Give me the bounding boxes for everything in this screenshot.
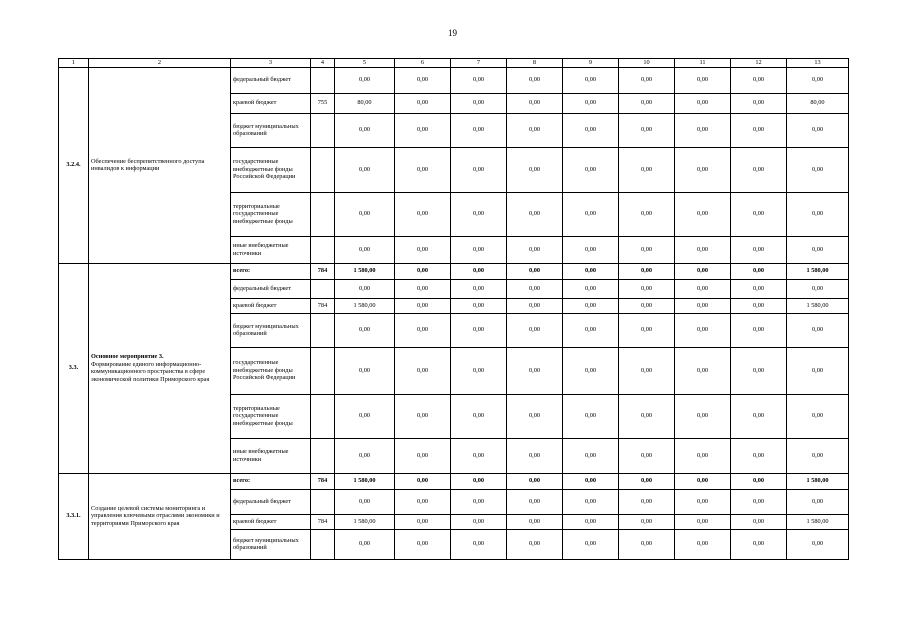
amount-cell: 0,00 <box>563 192 619 236</box>
amount-cell: 0,00 <box>731 147 787 192</box>
header-cell: 12 <box>731 59 787 68</box>
amount-cell: 0,00 <box>787 347 849 394</box>
amount-cell: 0,00 <box>731 279 787 298</box>
amount-cell: 0,00 <box>619 67 675 93</box>
funding-source-cell: федеральный бюджет <box>231 279 311 298</box>
amount-cell: 0,00 <box>787 529 849 559</box>
amount-cell: 0,00 <box>675 313 731 347</box>
funding-source-cell: федеральный бюджет <box>231 67 311 93</box>
amount-cell: 0,00 <box>451 113 507 147</box>
amount-cell: 0,00 <box>507 192 563 236</box>
table-header-row <box>59 59 849 68</box>
funding-source-cell: бюджет муниципальных образований <box>231 529 311 559</box>
amount-cell: 0,00 <box>451 347 507 394</box>
amount-cell: 0,00 <box>787 147 849 192</box>
amount-cell: 0,00 <box>675 93 731 113</box>
amount-cell: 0,00 <box>507 298 563 313</box>
amount-cell: 1 580,00 <box>335 473 395 489</box>
amount-cell: 0,00 <box>563 394 619 438</box>
amount-cell: 0,00 <box>563 438 619 473</box>
amount-cell: 0,00 <box>451 263 507 279</box>
funding-source-cell: иные внебюджетные источники <box>231 236 311 263</box>
amount-cell: 0,00 <box>563 279 619 298</box>
amount-cell: 0,00 <box>395 514 451 529</box>
amount-cell: 0,00 <box>787 236 849 263</box>
row-code-cell: 3.3. <box>59 263 89 473</box>
amount-cell: 0,00 <box>619 298 675 313</box>
amount-cell: 0,00 <box>563 489 619 514</box>
header-cell: 6 <box>395 59 451 68</box>
amount-cell: 0,00 <box>731 236 787 263</box>
amount-cell: 0,00 <box>451 529 507 559</box>
amount-cell: 0,00 <box>451 67 507 93</box>
amount-cell: 0,00 <box>507 67 563 93</box>
row-name-text: Обеспечение беспрепятственного доступа инвалидов к информации <box>91 157 205 173</box>
amount-cell: 0,00 <box>731 93 787 113</box>
funding-source-cell: государственные внебюджетные фонды Российской Федерации <box>231 347 311 394</box>
amount-cell: 0,00 <box>335 489 395 514</box>
amount-cell: 0,00 <box>675 394 731 438</box>
amount-cell: 0,00 <box>787 192 849 236</box>
gr-code-cell <box>311 236 335 263</box>
row-name-cell <box>89 263 231 473</box>
amount-cell: 0,00 <box>731 489 787 514</box>
amount-cell: 0,00 <box>507 263 563 279</box>
funding-source-cell: краевой бюджет <box>231 298 311 313</box>
amount-cell: 0,00 <box>675 529 731 559</box>
gr-code-cell <box>311 489 335 514</box>
amount-cell: 0,00 <box>335 236 395 263</box>
funding-source-cell: иные внебюджетные источники <box>231 438 311 473</box>
amount-cell: 0,00 <box>335 313 395 347</box>
amount-cell: 0,00 <box>619 147 675 192</box>
header-cell: 8 <box>507 59 563 68</box>
amount-cell: 0,00 <box>451 394 507 438</box>
amount-cell: 0,00 <box>787 113 849 147</box>
amount-cell: 0,00 <box>335 113 395 147</box>
amount-cell: 0,00 <box>731 113 787 147</box>
amount-cell: 0,00 <box>335 529 395 559</box>
budget-table <box>58 58 849 560</box>
header-cell: 5 <box>335 59 395 68</box>
funding-source-cell: территориальные государственные внебюджетные фонды <box>231 192 311 236</box>
amount-cell: 0,00 <box>395 394 451 438</box>
amount-cell: 0,00 <box>619 113 675 147</box>
amount-cell: 0,00 <box>731 313 787 347</box>
amount-cell: 0,00 <box>675 263 731 279</box>
row-name-title: Основное мероприятие 3. <box>91 352 164 360</box>
amount-cell: 0,00 <box>451 147 507 192</box>
amount-cell: 1 580,00 <box>787 473 849 489</box>
funding-source-cell: государственные внебюджетные фонды Российской Федерации <box>231 147 311 192</box>
amount-cell: 0,00 <box>731 394 787 438</box>
amount-cell: 0,00 <box>675 236 731 263</box>
amount-cell: 0,00 <box>731 67 787 93</box>
gr-code-cell <box>311 192 335 236</box>
gr-code-cell <box>311 147 335 192</box>
header-cell: 13 <box>787 59 849 68</box>
amount-cell: 0,00 <box>335 147 395 192</box>
row-code-cell: 3.3.1. <box>59 473 89 559</box>
amount-cell: 0,00 <box>731 263 787 279</box>
amount-cell: 0,00 <box>619 438 675 473</box>
gr-code-cell <box>311 67 335 93</box>
amount-cell: 0,00 <box>451 473 507 489</box>
header-cell: 7 <box>451 59 507 68</box>
amount-cell: 0,00 <box>675 67 731 93</box>
amount-cell: 0,00 <box>395 313 451 347</box>
amount-cell: 1 580,00 <box>335 263 395 279</box>
amount-cell: 0,00 <box>395 279 451 298</box>
amount-cell: 0,00 <box>451 236 507 263</box>
amount-cell: 0,00 <box>619 347 675 394</box>
header-cell: 10 <box>619 59 675 68</box>
amount-cell: 0,00 <box>563 514 619 529</box>
amount-cell: 0,00 <box>619 192 675 236</box>
amount-cell: 0,00 <box>731 514 787 529</box>
amount-cell: 0,00 <box>563 298 619 313</box>
amount-cell: 0,00 <box>619 313 675 347</box>
amount-cell: 0,00 <box>563 313 619 347</box>
amount-cell: 0,00 <box>731 192 787 236</box>
amount-cell: 0,00 <box>731 438 787 473</box>
amount-cell: 0,00 <box>563 236 619 263</box>
amount-cell: 0,00 <box>675 438 731 473</box>
gr-code-cell <box>311 113 335 147</box>
amount-cell: 0,00 <box>507 147 563 192</box>
funding-source-cell: территориальные государственные внебюджетные фонды <box>231 394 311 438</box>
amount-cell: 0,00 <box>563 473 619 489</box>
amount-cell: 0,00 <box>451 192 507 236</box>
amount-cell: 0,00 <box>563 113 619 147</box>
gr-code-cell <box>311 279 335 298</box>
amount-cell: 0,00 <box>675 113 731 147</box>
amount-cell: 0,00 <box>619 263 675 279</box>
row-name-cell <box>89 67 231 263</box>
amount-cell: 0,00 <box>507 113 563 147</box>
header-cell: 11 <box>675 59 731 68</box>
amount-cell: 0,00 <box>395 113 451 147</box>
amount-cell: 0,00 <box>731 473 787 489</box>
amount-cell: 0,00 <box>675 192 731 236</box>
gr-code-cell <box>311 347 335 394</box>
funding-source-cell: всего: <box>231 473 311 489</box>
amount-cell: 0,00 <box>619 489 675 514</box>
amount-cell: 0,00 <box>675 514 731 529</box>
gr-code-cell: 784 <box>311 473 335 489</box>
amount-cell: 0,00 <box>563 529 619 559</box>
amount-cell: 0,00 <box>507 313 563 347</box>
amount-cell: 0,00 <box>619 93 675 113</box>
amount-cell: 0,00 <box>507 489 563 514</box>
amount-cell: 0,00 <box>451 438 507 473</box>
amount-cell: 0,00 <box>335 438 395 473</box>
amount-cell: 0,00 <box>675 147 731 192</box>
amount-cell: 80,00 <box>335 93 395 113</box>
amount-cell: 0,00 <box>451 298 507 313</box>
gr-code-cell: 784 <box>311 298 335 313</box>
amount-cell: 1 580,00 <box>787 514 849 529</box>
header-cell: 2 <box>89 59 231 68</box>
amount-cell: 0,00 <box>395 298 451 313</box>
amount-cell: 0,00 <box>507 473 563 489</box>
amount-cell: 0,00 <box>507 514 563 529</box>
amount-cell: 0,00 <box>619 473 675 489</box>
amount-cell: 0,00 <box>675 473 731 489</box>
amount-cell: 0,00 <box>395 147 451 192</box>
gr-code-cell <box>311 529 335 559</box>
row-code-cell: 3.2.4. <box>59 67 89 263</box>
gr-code-cell <box>311 438 335 473</box>
amount-cell: 0,00 <box>395 529 451 559</box>
table-row <box>59 67 849 93</box>
amount-cell: 0,00 <box>507 529 563 559</box>
gr-code-cell: 755 <box>311 93 335 113</box>
amount-cell: 0,00 <box>563 147 619 192</box>
amount-cell: 0,00 <box>731 347 787 394</box>
amount-cell: 0,00 <box>335 279 395 298</box>
amount-cell: 0,00 <box>451 489 507 514</box>
header-cell: 3 <box>231 59 311 68</box>
amount-cell: 0,00 <box>787 489 849 514</box>
amount-cell: 0,00 <box>787 279 849 298</box>
amount-cell: 0,00 <box>451 313 507 347</box>
amount-cell: 0,00 <box>395 236 451 263</box>
amount-cell: 0,00 <box>563 347 619 394</box>
amount-cell: 0,00 <box>619 529 675 559</box>
amount-cell: 0,00 <box>731 529 787 559</box>
amount-cell: 0,00 <box>395 263 451 279</box>
amount-cell: 0,00 <box>787 438 849 473</box>
table-row <box>59 473 849 489</box>
amount-cell: 0,00 <box>563 263 619 279</box>
funding-source-cell: федеральный бюджет <box>231 489 311 514</box>
amount-cell: 0,00 <box>507 236 563 263</box>
header-cell: 4 <box>311 59 335 68</box>
amount-cell: 0,00 <box>395 489 451 514</box>
amount-cell: 0,00 <box>675 298 731 313</box>
amount-cell: 0,00 <box>675 347 731 394</box>
amount-cell: 0,00 <box>335 67 395 93</box>
gr-code-cell: 784 <box>311 263 335 279</box>
amount-cell: 0,00 <box>507 93 563 113</box>
funding-source-cell: бюджет муниципальных образований <box>231 313 311 347</box>
amount-cell: 0,00 <box>787 313 849 347</box>
amount-cell: 0,00 <box>335 347 395 394</box>
amount-cell: 0,00 <box>563 67 619 93</box>
row-name-text: Создание целевой системы мониторинга и управления ключевыми отраслями экономики и территориями Приморского края <box>91 504 220 527</box>
amount-cell: 0,00 <box>787 394 849 438</box>
amount-cell: 0,00 <box>335 394 395 438</box>
amount-cell: 0,00 <box>731 298 787 313</box>
amount-cell: 0,00 <box>395 347 451 394</box>
amount-cell: 0,00 <box>675 489 731 514</box>
amount-cell: 0,00 <box>619 236 675 263</box>
amount-cell: 0,00 <box>619 279 675 298</box>
amount-cell: 0,00 <box>395 67 451 93</box>
funding-source-cell: бюджет муниципальных образований <box>231 113 311 147</box>
amount-cell: 0,00 <box>619 514 675 529</box>
table-row <box>59 263 849 279</box>
amount-cell: 1 580,00 <box>335 514 395 529</box>
funding-source-cell: всего: <box>231 263 311 279</box>
funding-source-cell: краевой бюджет <box>231 93 311 113</box>
amount-cell: 0,00 <box>335 192 395 236</box>
page-number: 19 <box>448 28 457 38</box>
funding-source-cell: краевой бюджет <box>231 514 311 529</box>
header-cell: 9 <box>563 59 619 68</box>
amount-cell: 1 580,00 <box>787 298 849 313</box>
amount-cell: 0,00 <box>563 93 619 113</box>
gr-code-cell: 784 <box>311 514 335 529</box>
amount-cell: 0,00 <box>395 93 451 113</box>
amount-cell: 0,00 <box>675 279 731 298</box>
gr-code-cell <box>311 313 335 347</box>
amount-cell: 80,00 <box>787 93 849 113</box>
amount-cell: 0,00 <box>619 394 675 438</box>
header-cell: 1 <box>59 59 89 68</box>
amount-cell: 0,00 <box>507 347 563 394</box>
row-name-text: Формирование единого информационно-коммуникационного пространства в сфере экономической политики Приморского края <box>91 360 210 383</box>
row-name-cell <box>89 473 231 559</box>
amount-cell: 1 580,00 <box>787 263 849 279</box>
amount-cell: 1 580,00 <box>335 298 395 313</box>
amount-cell: 0,00 <box>507 394 563 438</box>
amount-cell: 0,00 <box>451 93 507 113</box>
amount-cell: 0,00 <box>507 438 563 473</box>
gr-code-cell <box>311 394 335 438</box>
amount-cell: 0,00 <box>395 473 451 489</box>
amount-cell: 0,00 <box>451 279 507 298</box>
amount-cell: 0,00 <box>451 514 507 529</box>
amount-cell: 0,00 <box>395 438 451 473</box>
amount-cell: 0,00 <box>395 192 451 236</box>
amount-cell: 0,00 <box>507 279 563 298</box>
amount-cell: 0,00 <box>787 67 849 93</box>
